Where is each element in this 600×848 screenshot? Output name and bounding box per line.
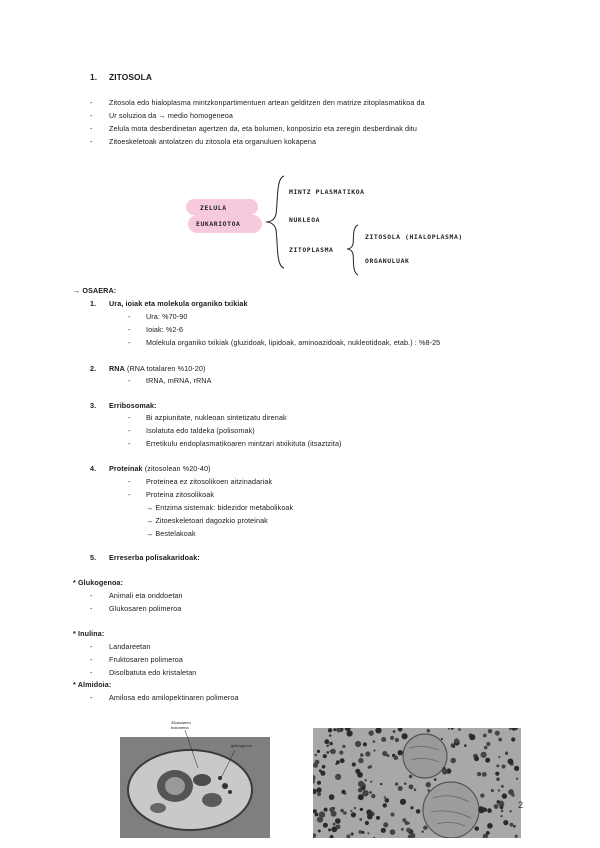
bullet-text: Ur soluzioa da → medio homogeneoa [109, 111, 233, 120]
dash-bullet: - [90, 642, 93, 651]
dash-bullet: - [128, 413, 131, 422]
dash-bullet: - [128, 426, 131, 435]
diagram-root-line1: ZELULA [200, 204, 227, 212]
sub-item: Ura: %70-90 [146, 312, 188, 321]
list-item-title: RNA (RNA totalaren %10-20) [109, 364, 206, 373]
arrow-item: → Zitoeskeletoari dagozkio proteinak [146, 516, 268, 525]
arrow-item: → Bestelakoak [146, 529, 196, 538]
bullet-text: Zitoeskeletoak antolatzen du zitosola eta organuluen kokapena [109, 137, 317, 146]
sub-item: Molekula organiko txikiak (gluzidoak, lipidoak, aminoazidoak, nukleotidoak, etab.) : %8-25 [146, 338, 441, 347]
list-item-title: Proteinak (zitosolean %20-40) [109, 464, 211, 473]
osaera-heading: → OSAERA: [73, 286, 117, 295]
bullet-text: Zitosola edo hialoplasma mintzkonpartimentuen artean gelditzen den matrize zitoplasmatikoa da [109, 98, 425, 107]
list-number: 1. [90, 299, 97, 308]
bullet-text: Fruktosaren polimeroa [109, 655, 184, 664]
dash-bullet: - [128, 477, 131, 486]
list-number: 5. [90, 553, 97, 562]
list-number: 3. [90, 401, 97, 410]
diagram-branch-mintz: MINTZ PLASMATIKOA [289, 188, 365, 196]
list-number: 4. [90, 464, 97, 473]
micrograph-label-3: glukogenoa [231, 743, 252, 748]
list-number: 2. [90, 364, 97, 373]
diagram-branch-nukleoa: NUKLEOA [289, 216, 321, 224]
dash-bullet: - [128, 439, 131, 448]
bullet-text: Amilosa edo amilopektinaren polimeroa [109, 693, 239, 702]
micrograph-label-2: bolumena [171, 725, 189, 730]
dash-bullet: - [90, 604, 93, 613]
micrograph-glycogen-image [313, 728, 524, 838]
list-item-title: Ura, ioiak eta molekula organiko txikiak [109, 299, 248, 308]
dash-bullet: - [90, 111, 93, 120]
dash-bullet: - [128, 338, 131, 347]
list-item-title: Erreserba polisakaridoak: [109, 553, 200, 562]
diagram-root-line2: EUKARIOTOA [196, 220, 241, 228]
diagram-branch-zitoplasma: ZITOPLASMA [289, 246, 334, 254]
list-item-title: Erribosomak: [109, 401, 157, 410]
bullet-text: Landareetan [109, 642, 151, 651]
sub-item: Ioiak: %2-6 [146, 325, 184, 334]
page-number: 2 [518, 800, 524, 810]
bullet-text: Disolbatuta edo kristaletan [109, 668, 197, 677]
diagram-sub-organuluak: ORGANULUAK [365, 257, 410, 265]
dash-bullet: - [90, 591, 93, 600]
dash-bullet: - [90, 655, 93, 664]
dash-bullet: - [128, 376, 131, 385]
section-number: 1. [90, 72, 98, 82]
arrow-item: → Entzima sistemak: bidezidor metabolikoak [146, 503, 294, 512]
diagram-brace-small [344, 222, 364, 278]
sub-item: Erretikulu endoplasmatikoaren mintzari atxikituta (itsaztzita) [146, 439, 342, 448]
dash-bullet: - [90, 668, 93, 677]
sub-item: tRNA, mRNA, rRNA [146, 376, 212, 385]
diagram-sub-zitosola: ZITOSOLA (HIALOPLASMA) [365, 233, 463, 241]
subsection-title-inulina: * Inulina: [73, 629, 105, 638]
micrograph-label-1: Zitosolaren [171, 720, 191, 725]
dash-bullet: - [90, 98, 93, 107]
dash-bullet: - [128, 490, 131, 499]
section-title: ZITOSOLA [109, 72, 152, 82]
micrograph-cell-image [120, 720, 270, 838]
sub-item: Bi azpiunitate, nukleoan sintetizatu direnak [146, 413, 287, 422]
subsection-title-almidoia: * Almidoia: [73, 680, 112, 689]
sub-item: Isolatuta edo taldeka (polisomak) [146, 426, 255, 435]
bullet-text: Glukosaren polimeroa [109, 604, 182, 613]
bullet-text: Animali eta onddoetan [109, 591, 183, 600]
dash-bullet: - [128, 312, 131, 321]
subsection-title-glukogenoa: * Glukogenoa: [73, 578, 124, 587]
dash-bullet: - [90, 693, 93, 702]
dash-bullet: - [90, 137, 93, 146]
dash-bullet: - [128, 325, 131, 334]
sub-item: Proteina zitosolikoak [146, 490, 215, 499]
dash-bullet: - [90, 124, 93, 133]
sub-item: Proteinea ez zitosolikoen aitzinadariak [146, 477, 273, 486]
bullet-text: Zelula mota desberdinetan agertzen da, eta bolumen, konposizio eta zeregin desberdinak ditu [109, 124, 417, 133]
